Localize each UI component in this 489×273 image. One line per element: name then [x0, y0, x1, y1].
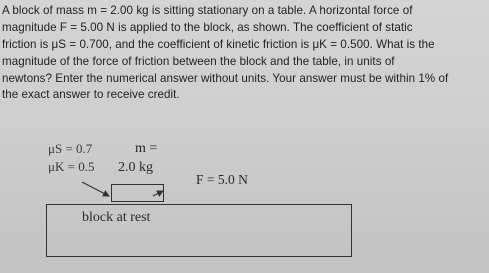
problem-line: friction is μS = 0.700, and the coefficient of kinetic friction is μK = 0.500. What is the [2, 37, 435, 51]
mass-pointer-arrow [82, 182, 109, 196]
problem-line: magnitude of the force of friction between the block and the table, in units of [2, 54, 395, 68]
mass-label-line2: 2.0 kg [118, 160, 153, 175]
block-at-rest-label: block at rest [82, 210, 151, 225]
mass-label-line1: m = [135, 141, 158, 156]
static-friction-coefficient-label: μS = 0.7 [48, 141, 93, 156]
applied-force-label: F = 5.0 N [196, 172, 248, 187]
force-pointer-arrow [153, 191, 163, 196]
problem-line: newtons? Enter the numerical answer without units. Your answer must be within 1% of [2, 71, 449, 85]
problem-line: the exact answer to receive credit. [2, 88, 180, 102]
problem-line: magnitude F = 5.00 N is applied to the block, as shown. The coefficient of static [2, 20, 413, 34]
kinetic-friction-coefficient-label: μK = 0.5 [48, 159, 95, 174]
problem-line: A block of mass m = 2.00 kg is sitting stationary on a table. A horizontal force of [2, 4, 413, 17]
